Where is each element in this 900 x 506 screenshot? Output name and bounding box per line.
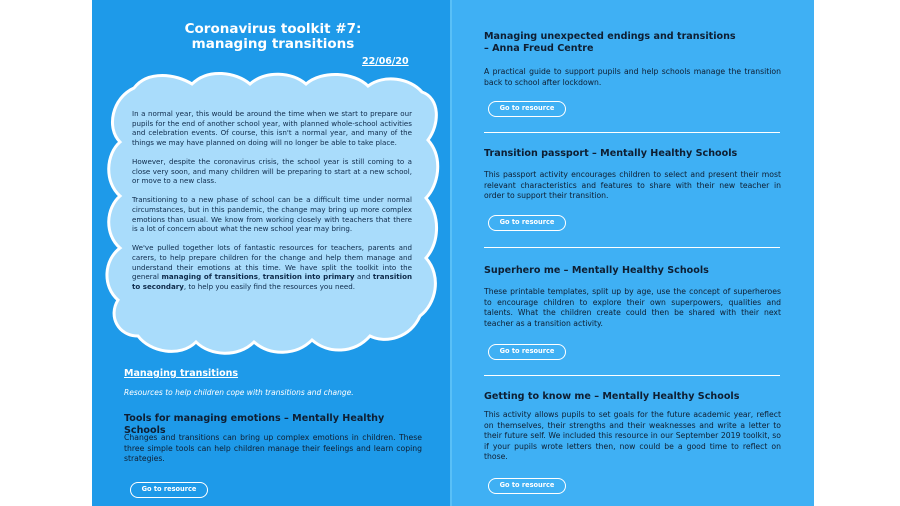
- divider: [484, 132, 780, 133]
- section-title: Managing transitions: [124, 368, 239, 379]
- intro-text: [132, 109, 412, 301]
- publish-date: 22/06/20: [362, 56, 409, 67]
- left-page: [92, 0, 454, 506]
- resource-description: Changes and transitions can bring up complex emotions in children. These three simple tools can help children manage their feelings and learn coping strategies.: [124, 433, 422, 463]
- page-title-line-1: Coronavirus toolkit #7:: [184, 21, 362, 37]
- page-title-line-2: managing transitions: [191, 36, 355, 52]
- intro-paragraph: In a normal year, this would be around the time when we start to prepare our pupils for the end of another school year, with planned whole-school activities and celebration events. Of course, this isn't a normal year, and many of the things we may have planned on doing will no longer be able to take place.: [132, 109, 412, 147]
- intro-paragraph: Transitioning to a new phase of school can be a difficult time under normal circumstances, but in this pandemic, the change may bring up more complex emotions than usual. We know from working closely with teachers that there is a lot of concern about what the new school year may bring.: [132, 195, 412, 234]
- resource-title: Tools for managing emotions – Mentally Healthy Schools: [124, 413, 385, 436]
- resource-title-line-2: – Anna Freud Centre: [484, 43, 594, 54]
- resource-description: These printable templates, split up by age, use the concept of superheroes to encourage children to explore their own superpowers, qualities and talents. What the children create could then be shared with their next teacher as a transition activity.: [484, 287, 781, 328]
- go-to-resource-button[interactable]: Go to resource: [488, 478, 566, 494]
- divider: [484, 247, 780, 248]
- resource-description: This passport activity encourages children to select and present their most relevant characteristics and features to share with their new teacher in order to support their transition.: [484, 170, 781, 200]
- intro-text-run: We've pulled together lots of fantastic resources for teachers, parents and carers, to help prepare children for the change and help them manage and understand their emotions at this time. We have split the toolkit into the general: [132, 243, 412, 282]
- divider: [484, 375, 780, 376]
- resource-description: A practical guide to support pupils and help schools manage the transition back to school after lockdown.: [484, 67, 781, 87]
- resource-title: Getting to know me – Mentally Healthy Schools: [484, 391, 740, 402]
- intro-text-run: and: [354, 272, 373, 282]
- resource-title: Transition passport – Mentally Healthy Schools: [484, 148, 738, 159]
- resource-title: [484, 31, 784, 55]
- resource-description: This activity allows pupils to set goals for the future academic year, reflect on themselves, their strengths and their weaknesses and write a letter to their future self. We included this resource in our September 2019 toolkit, so if your pupils wrote letters then, now could be a good time to reflect on those.: [484, 410, 781, 461]
- page-title: [92, 22, 454, 52]
- go-to-resource-button[interactable]: Go to resource: [130, 482, 208, 498]
- resource-title: Superhero me – Mentally Healthy Schools: [484, 265, 709, 276]
- intro-bold-managing: managing of transitions: [161, 272, 258, 282]
- section-subtitle: Resources to help children cope with transitions and change.: [124, 388, 354, 397]
- intro-paragraph: [132, 243, 412, 291]
- right-page: [452, 0, 814, 506]
- go-to-resource-button[interactable]: Go to resource: [488, 344, 566, 360]
- intro-text-run: , to help you easily find the resources you need.: [183, 281, 355, 291]
- intro-text-run: ,: [257, 272, 263, 282]
- intro-bold-secondary: transition to secondary: [132, 272, 413, 291]
- resource-title-line-1: Managing unexpected endings and transitions: [484, 31, 736, 42]
- go-to-resource-button[interactable]: Go to resource: [488, 215, 566, 231]
- intro-bold-primary: transition into primary: [262, 272, 355, 282]
- go-to-resource-button[interactable]: Go to resource: [488, 101, 566, 117]
- intro-paragraph: However, despite the coronavirus crisis, the school year is still coming to a close very soon, and many children will be preparing to start at a new school, or move to a new class.: [132, 156, 412, 186]
